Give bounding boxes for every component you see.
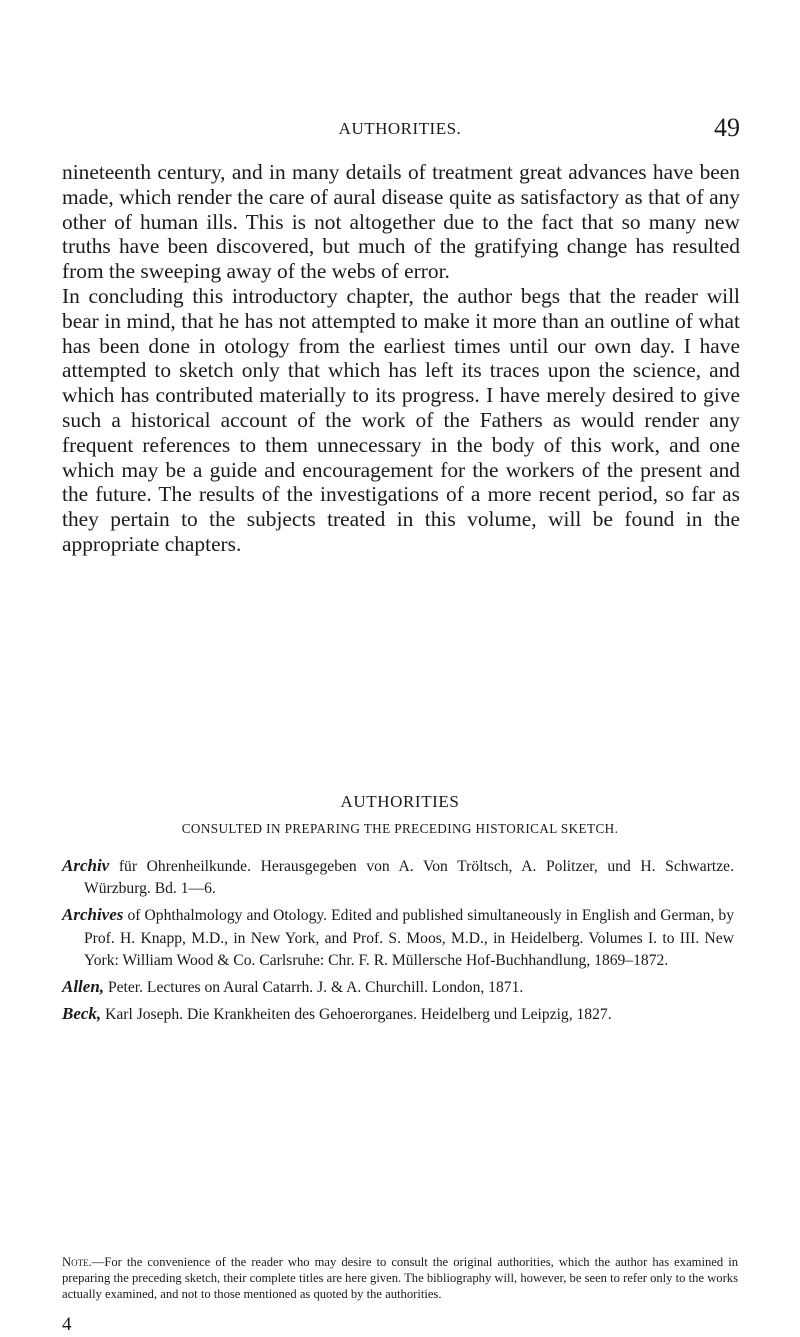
footnote: [62, 1254, 738, 1303]
signature-mark: 4: [62, 1314, 72, 1335]
paragraph: nineteenth century, and in many details of treatment great advances have been made, which render the care of aural disease quite as satisfactory as that of any other of human ills. This is not altogether due to the fact that so many new truths have been discovered, but much of the gratifying change has resulted from the sweeping away of the webs of error.: [62, 160, 740, 284]
section-subtitle: CONSULTED IN PREPARING THE PRECEDING HISTORICAL SKETCH.: [181, 821, 619, 836]
entry-author: Beck,: [62, 1004, 102, 1024]
body-text: [62, 160, 740, 557]
entry-text: für Ohrenheilkunde. Herausgegeben von A. Von Tröltsch, A. Politzer, und H. Schwartze. Würzburg. Bd. 1—6.: [84, 858, 734, 898]
bibliography-entry: [62, 976, 734, 999]
entry-author: Allen,: [62, 977, 105, 997]
entry-text: of Ophthalmology and Otology. Edited and published simultaneously in English and German, by Prof. H. Knapp, M.D., in New York, and Prof. S. Moos, M.D., in Heidelberg. Volumes I. to III. New York: William Wood & Co. Carlsruhe: Chr. F. R. Müllersche Hof-Buchhandlung, 1869–1872.: [84, 907, 734, 969]
bibliography-entry: [62, 1003, 734, 1026]
bibliography-entry: [62, 904, 734, 972]
entry-author: Archives: [62, 905, 124, 925]
entry-text: Peter. Lectures on Aural Catarrh. J. & A. Churchill. London, 1871.: [104, 979, 524, 997]
bibliography-entry: [62, 855, 734, 900]
running-head: [60, 113, 740, 145]
running-title: AUTHORITIES.: [338, 119, 462, 138]
entry-text: Karl Joseph. Die Krankheiten des Gehoerorganes. Heidelberg und Leipzig, 1827.: [101, 1006, 612, 1024]
bibliography-list: [62, 855, 734, 1030]
entry-author: Archiv: [62, 856, 110, 875]
footnote-label: Note.: [62, 1255, 92, 1269]
footnote-text: —For the convenience of the reader who may desire to consult the original authorities, which the author has examined in preparing the preceding sketch, their complete titles are here given. The bibliography will, however, be seen to refer only to the works actually examined, and not to those mentioned as quoted by the authorities.: [62, 1255, 738, 1302]
page-number: 49: [714, 113, 740, 142]
section-title: AUTHORITIES: [340, 792, 460, 811]
paragraph: In concluding this introductory chapter, the author begs that the reader will bear in mind, that he has not attempted to make it more than an outline of what has been done in otology from the earliest times until our own day. I have attempted to sketch only that which has left its traces upon the science, and which has contributed materially to its progress. I have merely desired to give such a historical account of the work of the Fathers as would render any frequent references to them unnecessary in the body of this work, and one which may be a guide and encouragement for the workers of the present and the future. The results of the investigations of a more recent period, so far as they pertain to the subjects treated in this volume, will be found in the appropriate chapters.: [62, 283, 740, 556]
